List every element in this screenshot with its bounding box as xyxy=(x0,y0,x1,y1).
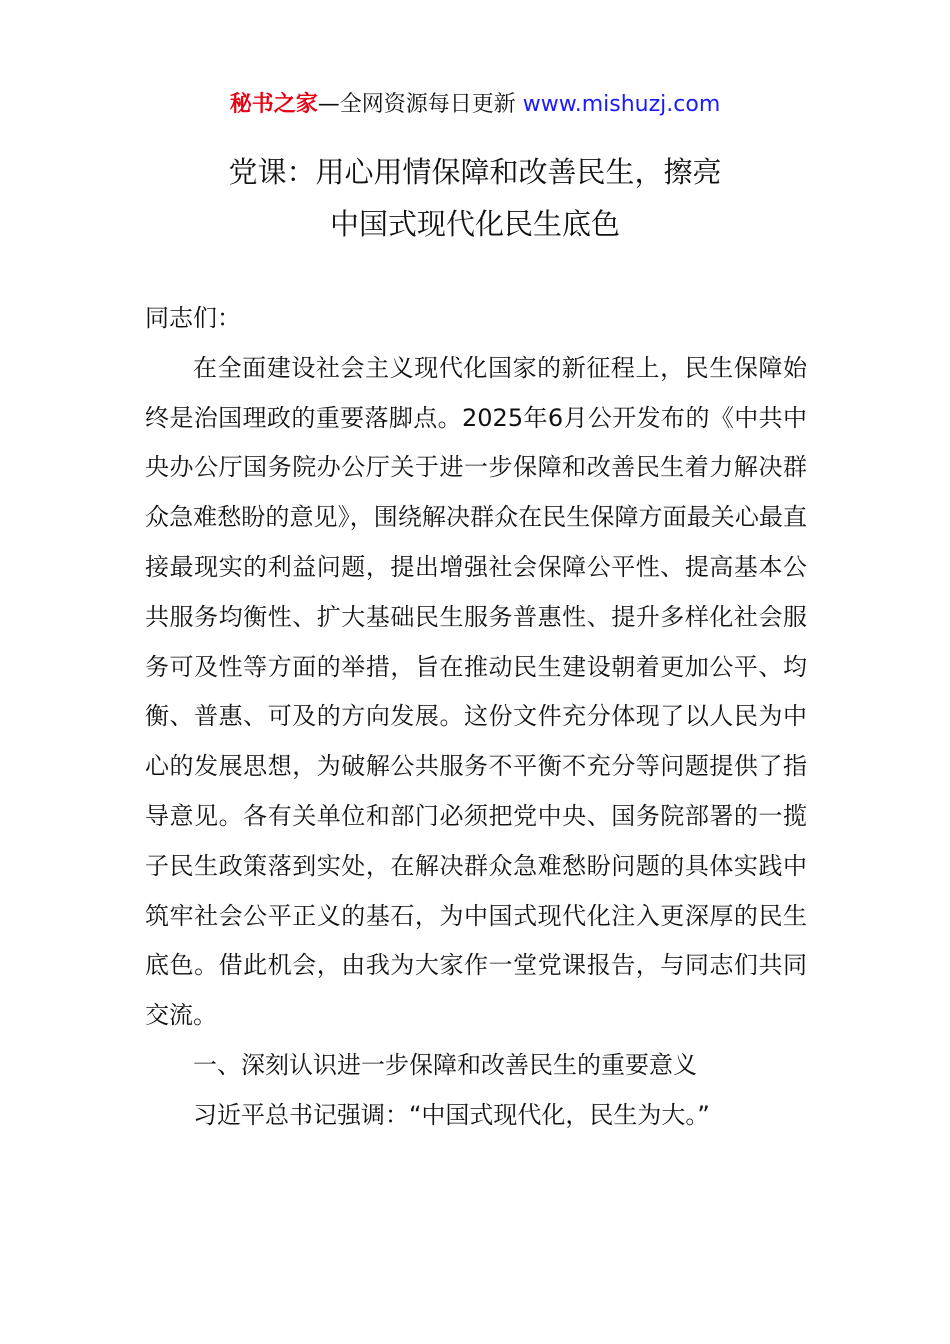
section-heading-1: 一、深刻认识进一步保障和改善民生的重要意义 xyxy=(193,1050,697,1079)
brand-name: 秘书之家 xyxy=(229,92,318,117)
document-body xyxy=(145,294,807,1141)
document-title xyxy=(0,146,950,250)
paragraph-intro: 在全面建设社会主义现代化国家的新征程上，民生保障始终是治国理政的重要落脚点。2025年6月公开发布的《中共中央办公厅国务院办公厅关于进一步保障和改善民生着力解决群众急难愁盼的意见》，围绕解决群众在民生保障方面最关心最直接最现实的利益问题，提出增强社会保障公平性、提高基本公共服务均衡性、扩大基础民生服务普惠性、提升多样化社会服务可及性等方面的举措，旨在推动民生建设朝着更加公平、均衡、普惠、可及的方向发展。这份文件充分体现了以人民为中心的发展思想，为破解公共服务不平衡不充分等问题提供了指导意见。各有关单位和部门必须把党中央、国务院部署的一揽子民生政策落到实处，在解决群众急难愁盼问题的具体实践中筑牢社会公平正义的基石，为中国式现代化注入更深厚的民生底色。借此机会，由我为大家作一堂党课报告，与同志们共同交流。 xyxy=(145,353,807,1030)
title-line-1: 党课：用心用情保障和改善民生，擦亮 xyxy=(228,155,722,189)
paragraph-quote: 习近平总书记强调：“中国式现代化，民生为大。” xyxy=(193,1100,710,1129)
site-url-link[interactable]: www.mishuzj.com xyxy=(522,92,721,117)
salutation: 同志们： xyxy=(145,304,241,332)
site-header xyxy=(0,88,950,122)
title-line-2: 中国式现代化民生底色 xyxy=(329,207,620,241)
header-tagline: —全网资源每日更新 xyxy=(317,92,516,117)
